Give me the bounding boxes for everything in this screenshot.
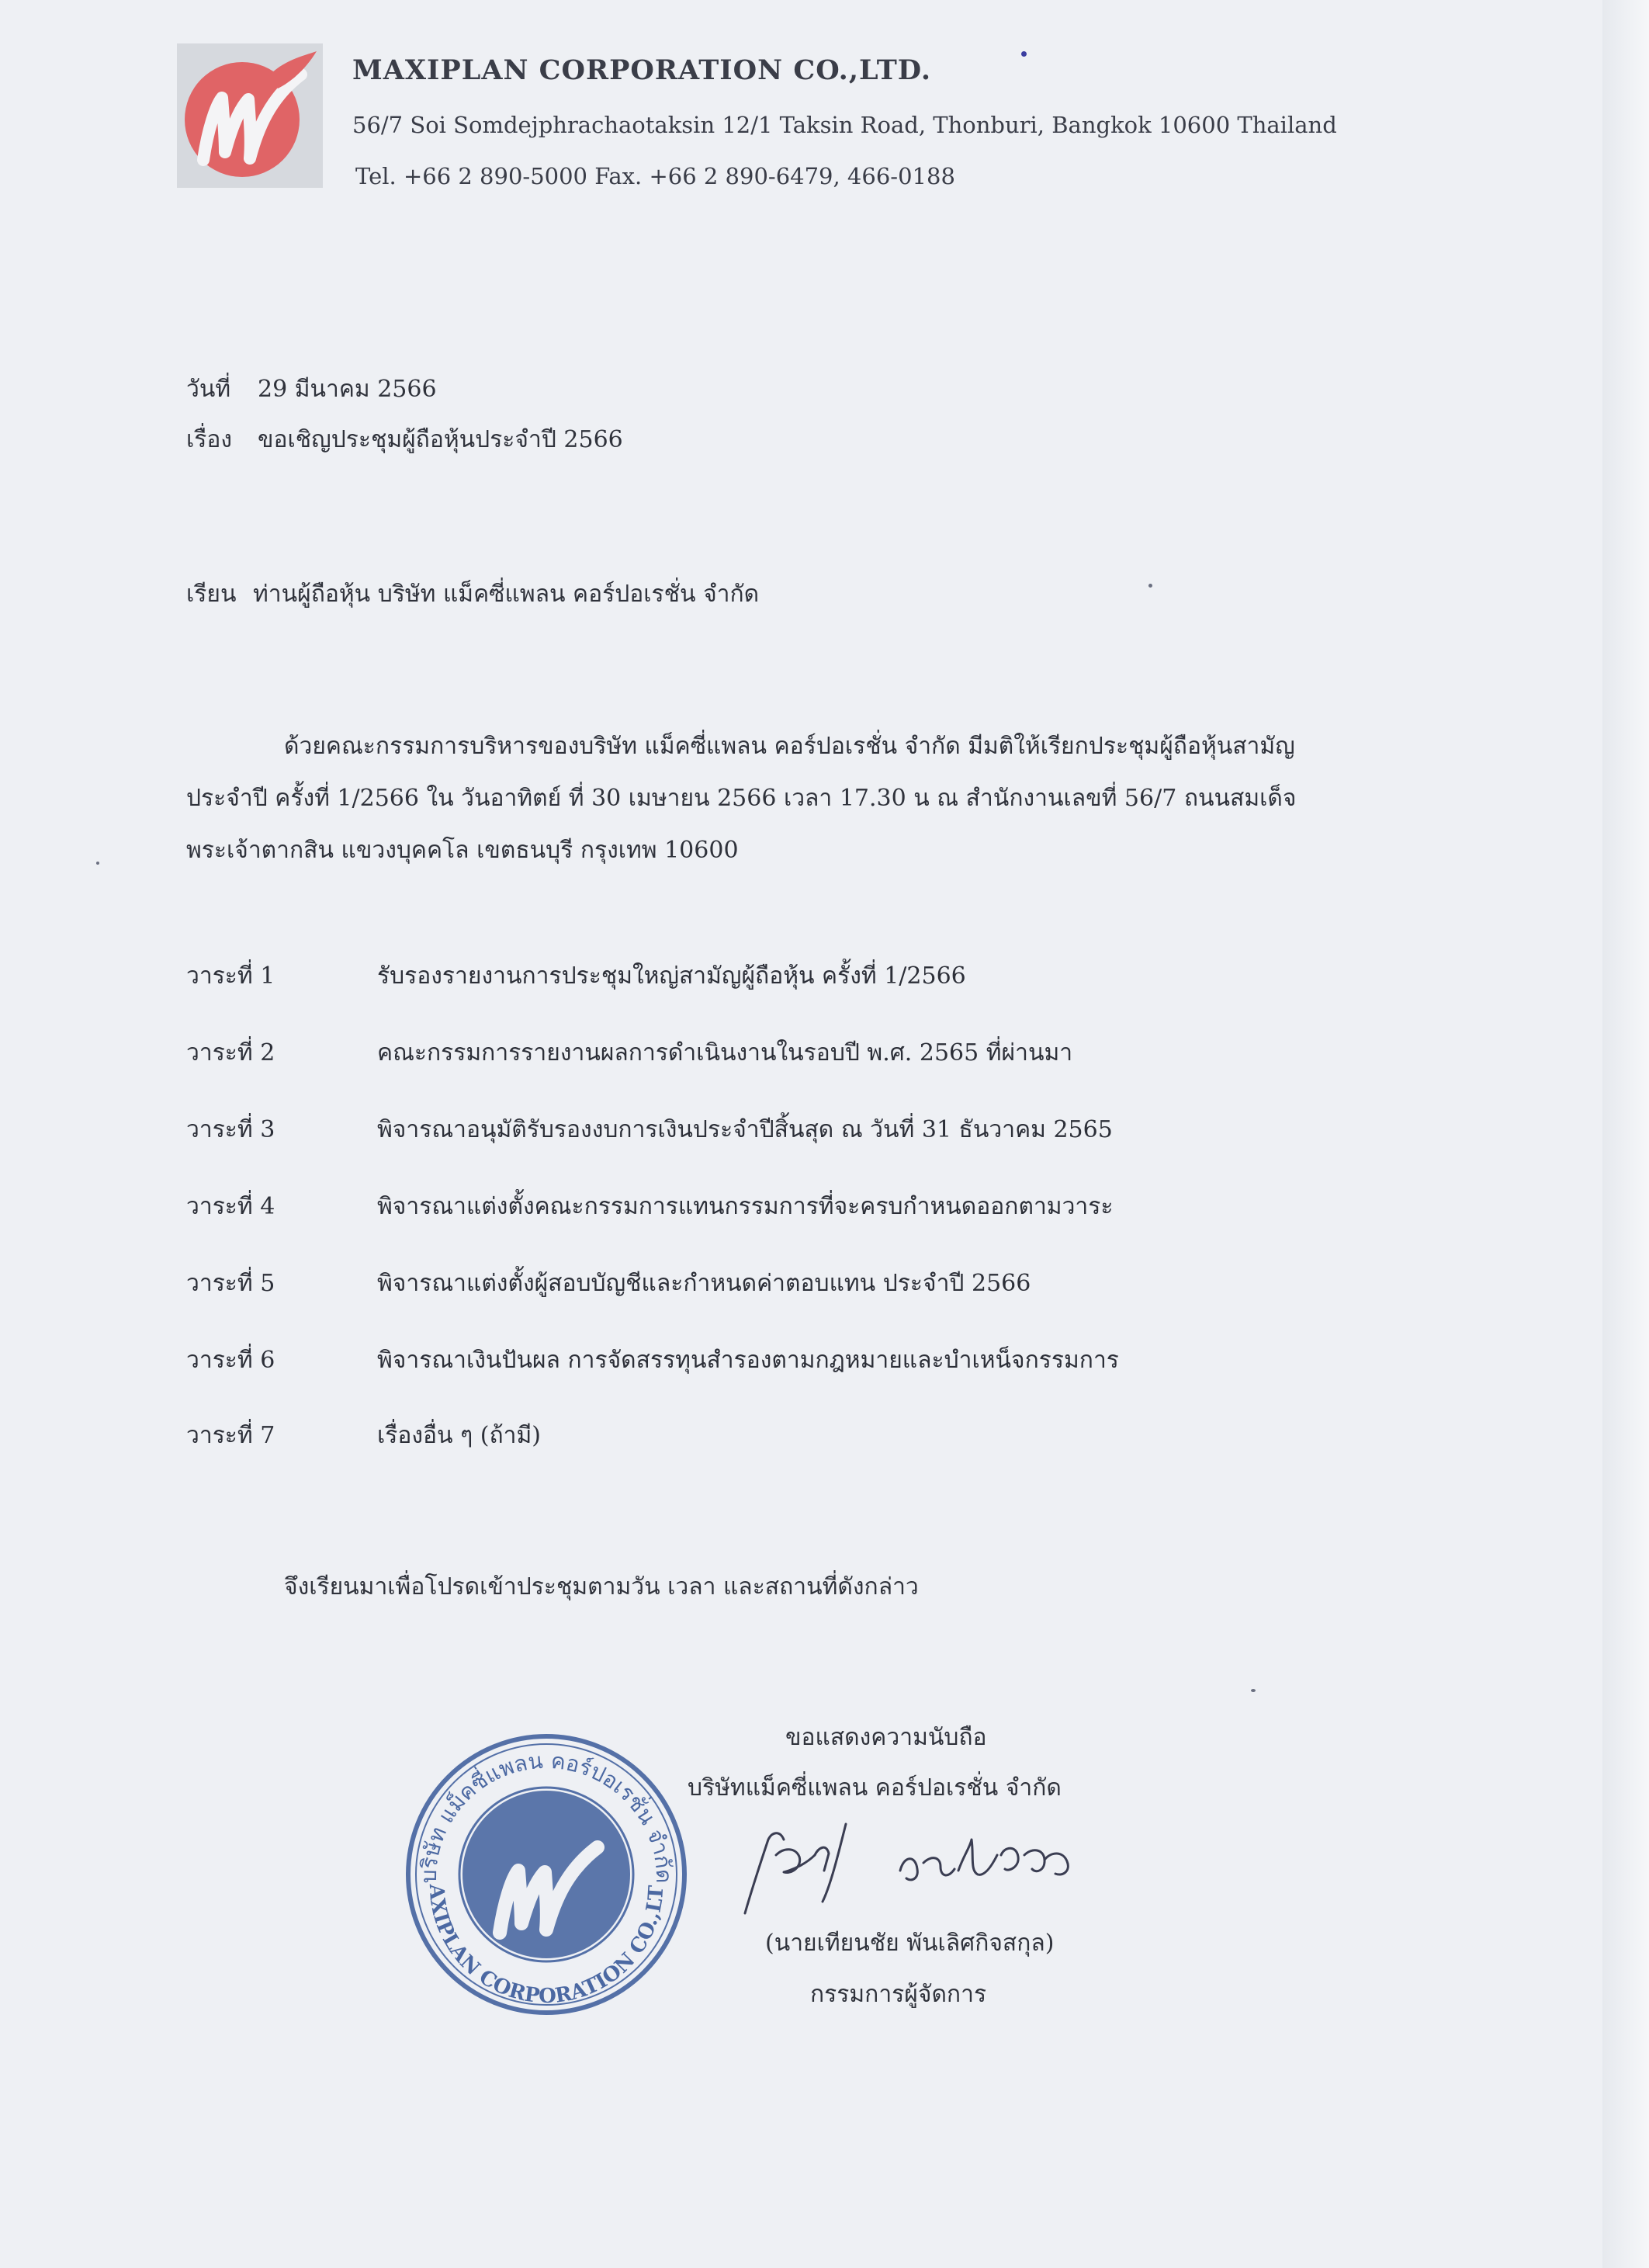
agenda-item: รับรองรายงานการประชุมใหญ่สามัญผู้ถือหุ้น ครั้งที่ 1/2566 — [377, 962, 966, 990]
signer-title: กรรมการผู้จัดการ — [810, 1981, 987, 2008]
body-line-1: ด้วยคณะกรรมการบริหารของบริษัท แม็คซี่แพลน คอร์ปอเรชั่น จำกัด มีมติให้เรียกประชุมผู้ถือหุ้นสามัญ — [284, 733, 1295, 760]
signer-company: บริษัทแม็คซี่แพลน คอร์ปอเรชั่น จำกัด — [688, 1774, 1062, 1802]
agenda-item: เรื่องอื่น ๆ (ถ้ามี) — [377, 1422, 541, 1449]
agenda-item: คณะกรรมการรายงานผลการดำเนินงานในรอบปี พ.ศ. 2565 ที่ผ่านมา — [377, 1039, 1073, 1066]
handwritten-signature — [737, 1809, 1125, 1928]
agenda-number: วาระที่ 5 — [186, 1270, 275, 1297]
scan-speck — [96, 862, 99, 865]
company-stamp — [399, 1723, 694, 2018]
subject-value: ขอเชิญประชุมผู้ถือหุ้นประจำปี 2566 — [258, 426, 623, 453]
closing-line: จึงเรียนมาเพื่อโปรดเข้าประชุมตามวัน เวลา และสถานที่ดังกล่าว — [284, 1573, 919, 1600]
letterhead — [177, 43, 1574, 199]
recipient-label: เรียน — [186, 581, 237, 608]
agenda-item: พิจารณาอนุมัติรับรองงบการเงินประจำปีสิ้นสุด ณ วันที่ 31 ธันวาคม 2565 — [377, 1116, 1113, 1143]
subject-line — [186, 421, 623, 458]
signer-name: (นายเทียนชัย พันเลิศกิจสกุล) — [765, 1930, 1055, 1957]
stamp-seal-icon — [399, 1723, 694, 2018]
recipient-line — [186, 576, 759, 612]
company-name: MAXIPLAN CORPORATION CO.,LTD. — [352, 54, 932, 86]
scan-speck — [1021, 51, 1027, 57]
company-logo — [177, 43, 323, 188]
agenda-number: วาระที่ 4 — [186, 1193, 275, 1220]
page-edge — [1602, 0, 1649, 2268]
subject-label: เรื่อง — [186, 426, 233, 453]
stamp-text-top: บริษัท แม็คซี่แพลน คอร์ปอเรชั่น จำกัด — [415, 1747, 677, 1884]
company-address: 56/7 Soi Somdejphrachaotaksin 12/1 Taksin Road, Thonburi, Bangkok 10600 Thailand — [352, 112, 1337, 138]
agenda-number: วาระที่ 1 — [186, 962, 275, 990]
agenda-number: วาระที่ 6 — [186, 1347, 275, 1374]
date-value: 29 มีนาคม 2566 — [258, 376, 437, 403]
recipient-value: ท่านผู้ถือหุ้น บริษัท แม็คซี่แพลน คอร์ปอเรชั่น จำกัด — [253, 581, 760, 608]
agenda-number: วาระที่ 3 — [186, 1116, 275, 1143]
company-contact: Tel. +66 2 890-5000 Fax. +66 2 890-6479, 466-0188 — [355, 163, 955, 189]
agenda-item: พิจารณาเงินปันผล การจัดสรรทุนสำรองตามกฎหมายและบำเหน็จกรรมการ — [377, 1347, 1119, 1374]
regards-line: ขอแสดงความนับถือ — [785, 1724, 987, 1751]
body-line-2: ประจำปี ครั้งที่ 1/2566 ใน วันอาทิตย์ ที่ 30 เมษายน 2566 เวลา 17.30 น ณ สำนักงานเลขที่ 56/7 ถนนสมเด็จ — [186, 785, 1297, 812]
agenda-number: วาระที่ 7 — [186, 1422, 275, 1449]
agenda-item: พิจารณาแต่งตั้งผู้สอบบัญชีและกำหนดค่าตอบแทน ประจำปี 2566 — [377, 1270, 1031, 1297]
scan-speck — [1251, 1689, 1256, 1692]
agenda-number: วาระที่ 2 — [186, 1039, 275, 1066]
date-line — [186, 371, 437, 407]
signature-scribble-icon — [737, 1809, 1125, 1925]
scan-speck — [1148, 584, 1152, 588]
stamp-text-bottom: AXIPLAN CORPORATION CO.,LT — [424, 1883, 669, 2009]
logo-mark-icon — [177, 43, 323, 188]
agenda-item: พิจารณาแต่งตั้งคณะกรรมการแทนกรรมการที่จะครบกำหนดออกตามวาระ — [377, 1193, 1114, 1220]
date-label: วันที่ — [186, 376, 231, 403]
body-line-3: พระเจ้าตากสิน แขวงบุคคโล เขตธนบุรี กรุงเทพ 10600 — [186, 837, 739, 864]
